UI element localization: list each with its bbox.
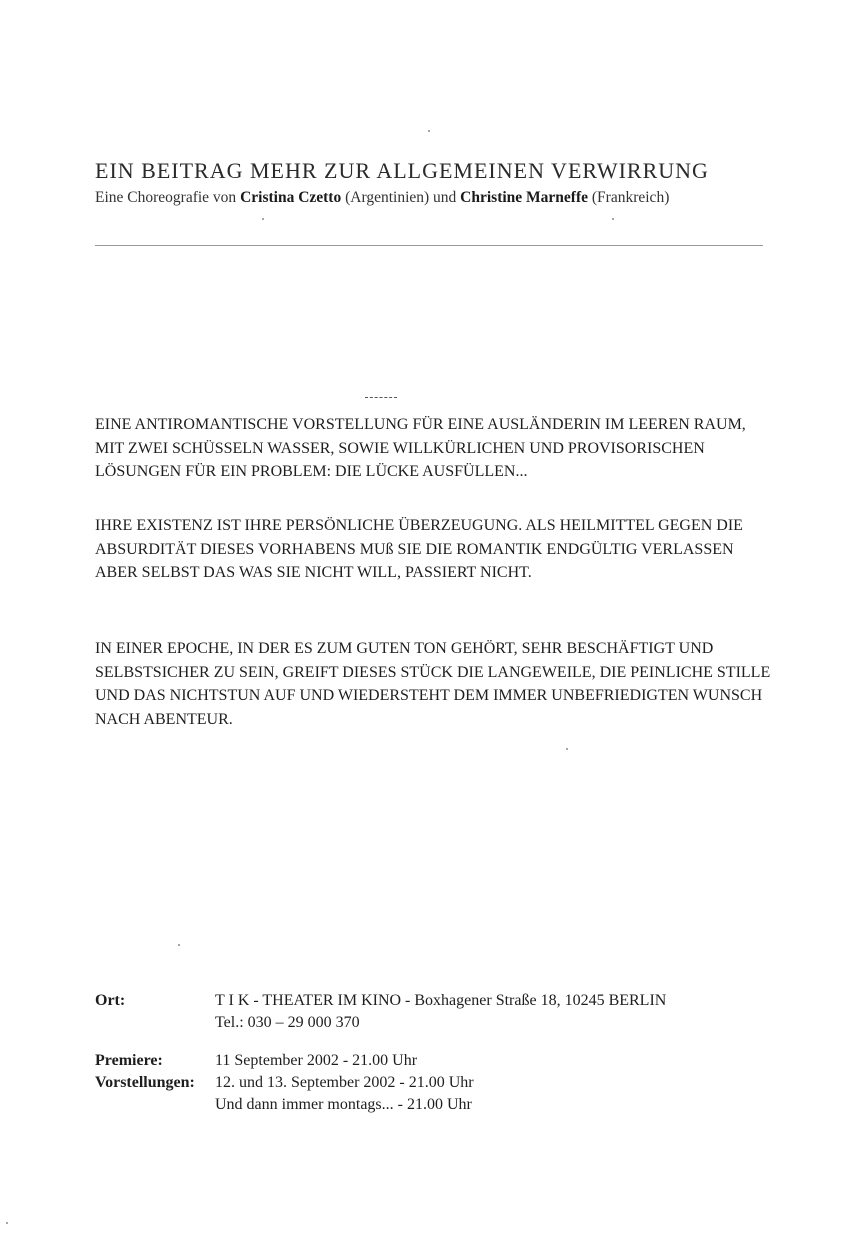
paper-speck [262,218,264,220]
premiere-label: Premiere: [95,1052,163,1069]
artist-1-origin: (Argentinien) [345,189,430,206]
paper-speck [612,218,614,220]
ink-smudge [365,397,397,398]
paper-speck [566,748,568,750]
performances-label: Vorstellungen: [95,1074,195,1091]
performances-mondays: Und dann immer montags... - 21.00 Uhr [215,1096,472,1113]
premiere-date: 11 September 2002 - 21.00 Uhr [215,1052,418,1069]
artist-1-name: Cristina Czetto [240,189,342,206]
venue-phone: Tel.: 030 – 29 000 370 [215,1014,360,1031]
paragraph-1: EINE ANTIROMANTISCHE VORSTELLUNG FÜR EINE AUSLÄNDERIN IM LEEREN RAUM, MIT ZWEI SCHÜSSELN WASSER, SOWIE WILLKÜRLICHEN UND PROVISORISCHEN LÖSUNGEN FÜR EIN PROBLEM: DIE LÜCKE AUSFÜLLEN... [95,416,746,480]
paragraph-2: IHRE EXISTENZ IST IHRE PERSÖNLICHE ÜBERZEUGUNG. ALS HEILMITTEL GEGEN DIE ABSURDITÄT DIESES VORHABENS MUß SIE DIE ROMANTIK ENDGÜLTIG VERLASSEN ABER SELBST DAS WAS SIE NICHT WILL, PASSIERT NICHT. [95,517,743,581]
performances-dates: 12. und 13. September 2002 - 21.00 Uhr [215,1074,474,1091]
paper-speck [178,944,180,946]
subtitle-conjunction: und [433,189,457,206]
document-title: EIN BEITRAG MEHR ZUR ALLGEMEINEN VERWIRRUNG [95,158,709,183]
artist-2-name: Christine Marneffe [460,189,589,206]
paper-speck [6,1222,8,1224]
venue-address: T I K - THEATER IM KINO - Boxhagener Straße 18, 10245 BERLIN [215,992,667,1009]
header-divider [95,245,763,246]
subtitle-prefix: Eine Choreografie von [95,189,237,206]
subtitle [95,189,669,207]
paragraph-3: IN EINER EPOCHE, IN DER ES ZUM GUTEN TON GEHÖRT, SEHR BESCHÄFTIGT UND SELBSTSICHER ZU SEIN, GREIFT DIESES STÜCK DIE LANGEWEILE, DIE PEINLICHE STILLE UND DAS NICHTSTUN AUF UND WIEDERSTEHT DEM IMMER UNBEFRIEDIGTEN WUNSCH NACH ABENTEUR. [95,640,771,728]
venue-label: Ort: [95,992,126,1009]
artist-2-origin: (Frankreich) [591,189,670,206]
paper-speck [428,130,430,132]
